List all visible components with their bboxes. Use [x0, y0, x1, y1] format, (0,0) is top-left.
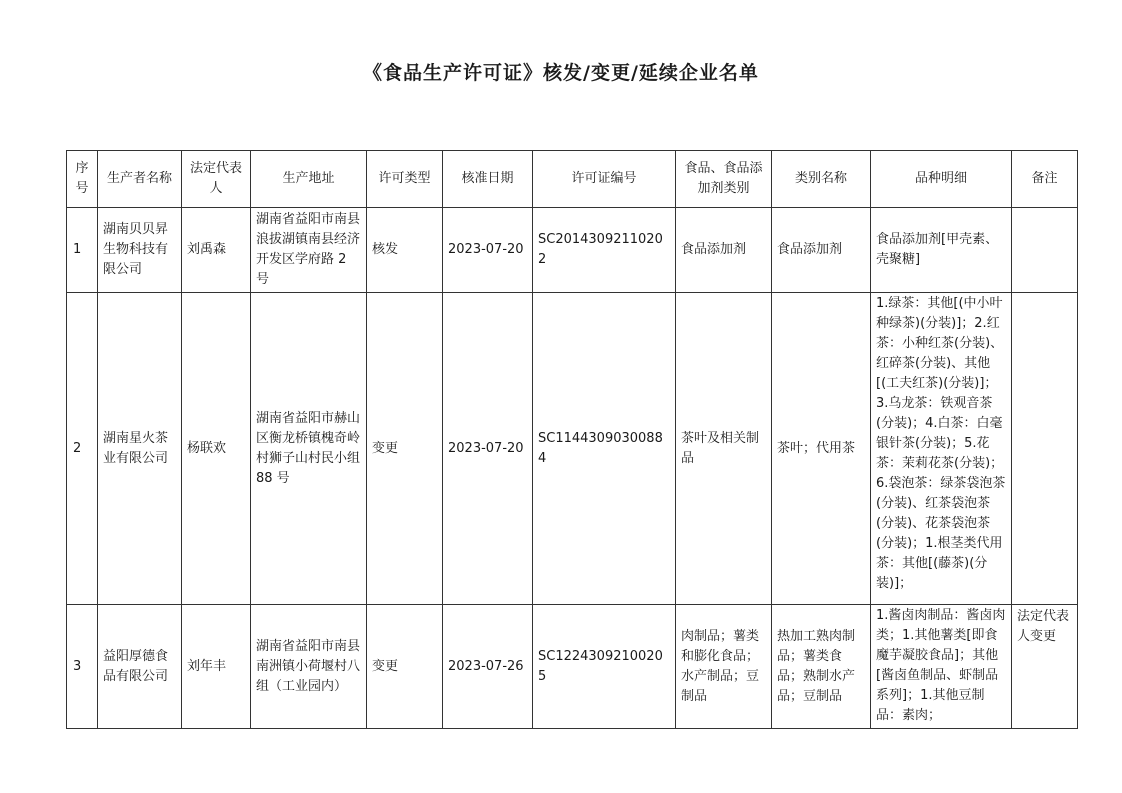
header-remarks: 备注: [1012, 151, 1078, 208]
cell-details: 1.绿茶：其他[(中小叶种绿茶)(分装)]；2.红茶：小种红茶(分装)、红碎茶(分装)、其他[(工夫红茶)(分装)]；3.乌龙茶：铁观音茶(分装)；4.白茶：白毫银针茶(分装)；5.花茶：茉莉花茶(分装)；6.袋泡茶：绿茶袋泡茶(分装)、红茶袋泡茶(分装)、花茶袋泡茶(分装)；1.根茎类代用茶：其他[(藤茶)(分装)]；: [871, 293, 1012, 605]
header-date: 核准日期: [443, 151, 533, 208]
cell-food-category: 茶叶及相关制品: [676, 293, 772, 605]
cell-representative: 刘年丰: [182, 605, 251, 729]
header-address: 生产地址: [251, 151, 367, 208]
cell-category-name: 热加工熟肉制品；薯类食品；熟制水产品；豆制品: [772, 605, 871, 729]
cell-producer: 湖南贝贝昇生物科技有限公司: [98, 208, 182, 293]
cell-address: 湖南省益阳市赫山区衡龙桥镇槐奇岭村狮子山村民小组 88 号: [251, 293, 367, 605]
table-row: [67, 208, 1078, 293]
header-no: 序号: [67, 151, 98, 208]
cell-license-no: SC11443090300884: [533, 293, 676, 605]
cell-license-no: SC12243092100205: [533, 605, 676, 729]
cell-no: 1: [67, 208, 98, 293]
cell-remarks: 法定代表人变更: [1012, 605, 1078, 729]
header-category-name: 类别名称: [772, 151, 871, 208]
table-row: [67, 605, 1078, 729]
cell-address: 湖南省益阳市南县南洲镇小荷堰村八组（工业园内）: [251, 605, 367, 729]
cell-no: 2: [67, 293, 98, 605]
cell-address: 湖南省益阳市南县浪拔湖镇南县经济开发区学府路 2 号: [251, 208, 367, 293]
cell-representative: 杨联欢: [182, 293, 251, 605]
cell-date: 2023-07-26: [443, 605, 533, 729]
cell-no: 3: [67, 605, 98, 729]
cell-details: 1.酱卤肉制品：酱卤肉类；1.其他薯类[即食魔芋凝胶食品]；其他[酱卤鱼制品、虾制品系列]；1.其他豆制品：素肉；: [871, 605, 1012, 729]
cell-details: 食品添加剂[甲壳素、壳聚糖]: [871, 208, 1012, 293]
cell-category-name: 食品添加剂: [772, 208, 871, 293]
table-row: [67, 293, 1078, 605]
cell-date: 2023-07-20: [443, 208, 533, 293]
enterprise-table: [66, 150, 1078, 729]
header-food-category: 食品、食品添加剂类别: [676, 151, 772, 208]
cell-food-category: 肉制品；薯类和膨化食品；水产制品；豆制品: [676, 605, 772, 729]
cell-license-no: SC20143092110202: [533, 208, 676, 293]
header-producer: 生产者名称: [98, 151, 182, 208]
cell-food-category: 食品添加剂: [676, 208, 772, 293]
cell-date: 2023-07-20: [443, 293, 533, 605]
cell-representative: 刘禹森: [182, 208, 251, 293]
cell-license-type: 变更: [367, 293, 443, 605]
cell-license-type: 变更: [367, 605, 443, 729]
cell-producer: 益阳厚德食品有限公司: [98, 605, 182, 729]
cell-remarks: [1012, 208, 1078, 293]
header-license-no: 许可证编号: [533, 151, 676, 208]
page-title: 《食品生产许可证》核发/变更/延续企业名单: [363, 62, 759, 84]
header-representative: 法定代表人: [182, 151, 251, 208]
header-details: 品种明细: [871, 151, 1012, 208]
cell-producer: 湖南星火茶业有限公司: [98, 293, 182, 605]
header-license-type: 许可类型: [367, 151, 443, 208]
table-header-row: [67, 151, 1078, 208]
cell-remarks: [1012, 293, 1078, 605]
cell-category-name: 茶叶；代用茶: [772, 293, 871, 605]
cell-license-type: 核发: [367, 208, 443, 293]
